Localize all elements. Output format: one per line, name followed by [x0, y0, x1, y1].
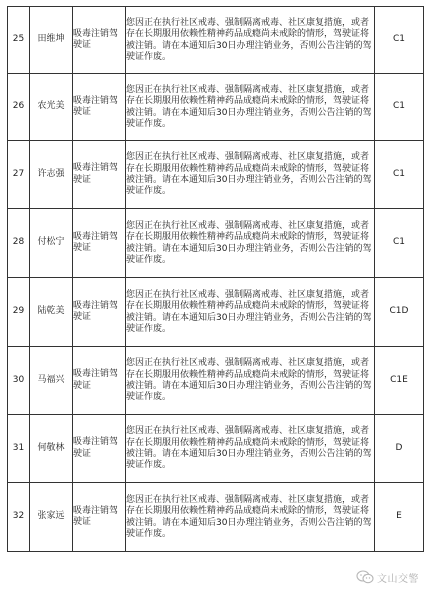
cancellation-cause: 吸毒注销驾驶证: [73, 231, 119, 253]
row-number: 32: [12, 511, 25, 522]
license-class: D: [395, 442, 403, 453]
person-name: 陆乾美: [37, 306, 65, 317]
table-row: [8, 483, 424, 552]
reason-text: 您因正在执行社区戒毒、强制隔离戒毒、社区康复措施，或者存在长期服用依赖性精神药品成瘾尚未戒除的情形，驾驶证将被注销。请在本通知后30日办理注销业务，否则公告注销的驾驶证作废。: [126, 494, 372, 539]
person-name-cell: [30, 209, 73, 278]
cancellation-cause-cell: [73, 347, 126, 415]
person-name-cell: [30, 7, 73, 74]
license-class-cell: [375, 415, 424, 483]
cancellation-cause: 吸毒注销驾驶证: [73, 505, 119, 527]
row-number: 25: [12, 34, 25, 45]
license-class: E: [396, 511, 402, 522]
cancellation-cause-cell: [73, 483, 126, 552]
watermark-text: 文山交警: [377, 573, 419, 585]
license-class: C1D: [389, 306, 409, 317]
license-class-cell: [375, 141, 424, 209]
row-number: 31: [12, 442, 25, 453]
row-number-cell: [8, 415, 30, 483]
person-name: 农光美: [37, 101, 65, 112]
table-row: [8, 415, 424, 483]
row-number: 30: [12, 374, 25, 385]
person-name: 马福兴: [37, 374, 65, 385]
account-watermark: [356, 568, 419, 586]
reason-text-cell: [126, 415, 375, 483]
reason-text-cell: [126, 483, 375, 552]
cancellation-cause-cell: [73, 141, 126, 209]
table-row: [8, 278, 424, 347]
cancellation-cause: 吸毒注销驾驶证: [73, 437, 119, 459]
cancellation-cause-cell: [73, 209, 126, 278]
reason-text-cell: [126, 141, 375, 209]
reason-text: 您因正在执行社区戒毒、强制隔离戒毒、社区康复措施，或者存在长期服用依赖性精神药品成瘾尚未戒除的情形，驾驶证将被注销。请在本通知后30日办理注销业务，否则公告注销的驾驶证作废。: [126, 152, 372, 197]
cancellation-cause-cell: [73, 415, 126, 483]
cancellation-cause: 吸毒注销驾驶证: [73, 28, 119, 50]
license-class-cell: [375, 209, 424, 278]
license-class-cell: [375, 347, 424, 415]
license-cancellation-table: [7, 6, 424, 552]
reason-text: 您因正在执行社区戒毒、强制隔离戒毒、社区康复措施，或者存在长期服用依赖性精神药品成瘾尚未戒除的情形，驾驶证将被注销。请在本通知后30日办理注销业务，否则公告注销的驾驶证作废。: [126, 17, 372, 62]
table-row: [8, 347, 424, 415]
reason-text-cell: [126, 209, 375, 278]
person-name-cell: [30, 141, 73, 209]
license-class: C1: [392, 34, 405, 45]
wechat-icon: [356, 570, 374, 584]
notice-sheet: [7, 6, 424, 552]
reason-text-cell: [126, 7, 375, 74]
row-number-cell: [8, 141, 30, 209]
license-class: C1: [392, 168, 405, 179]
reason-text-cell: [126, 278, 375, 347]
license-class: C1: [392, 237, 405, 248]
cancellation-cause-cell: [73, 7, 126, 74]
row-number: 27: [12, 168, 25, 179]
row-number-cell: [8, 347, 30, 415]
reason-text-cell: [126, 347, 375, 415]
license-class: C1: [392, 101, 405, 112]
cancellation-cause-cell: [73, 74, 126, 141]
person-name: 张家远: [37, 511, 65, 522]
cancellation-cause: 吸毒注销驾驶证: [73, 95, 119, 117]
license-class-cell: [375, 483, 424, 552]
table-row: [8, 7, 424, 74]
license-class-cell: [375, 7, 424, 74]
person-name-cell: [30, 483, 73, 552]
row-number: 28: [12, 237, 25, 248]
person-name: 许志强: [37, 168, 65, 179]
person-name-cell: [30, 415, 73, 483]
person-name-cell: [30, 278, 73, 347]
reason-text: 您因正在执行社区戒毒、强制隔离戒毒、社区康复措施，或者存在长期服用依赖性精神药品成瘾尚未戒除的情形，驾驶证将被注销。请在本通知后30日办理注销业务，否则公告注销的驾驶证作废。: [126, 289, 372, 334]
license-class-cell: [375, 278, 424, 347]
cancellation-cause: 吸毒注销驾驶证: [73, 300, 119, 322]
row-number-cell: [8, 209, 30, 278]
cancellation-cause-cell: [73, 278, 126, 347]
row-number-cell: [8, 7, 30, 74]
row-number-cell: [8, 278, 30, 347]
reason-text: 您因正在执行社区戒毒、强制隔离戒毒、社区康复措施，或者存在长期服用依赖性精神药品成瘾尚未戒除的情形，驾驶证将被注销。请在本通知后30日办理注销业务，否则公告注销的驾驶证作废。: [126, 84, 372, 129]
row-number: 29: [12, 306, 25, 317]
table-row: [8, 74, 424, 141]
cancellation-cause: 吸毒注销驾驶证: [73, 369, 119, 391]
person-name: 付松宁: [37, 237, 65, 248]
table-row: [8, 141, 424, 209]
row-number-cell: [8, 483, 30, 552]
row-number-cell: [8, 74, 30, 141]
table-row: [8, 209, 424, 278]
license-class-cell: [375, 74, 424, 141]
table-body: [8, 7, 424, 552]
person-name: 何敬林: [37, 442, 65, 453]
license-class: C1E: [390, 374, 408, 385]
reason-text: 您因正在执行社区戒毒、强制隔离戒毒、社区康复措施，或者存在长期服用依赖性精神药品成瘾尚未戒除的情形，驾驶证将被注销。请在本通知后30日办理注销业务，否则公告注销的驾驶证作废。: [126, 358, 372, 403]
person-name-cell: [30, 347, 73, 415]
row-number: 26: [12, 101, 25, 112]
reason-text-cell: [126, 74, 375, 141]
cancellation-cause: 吸毒注销驾驶证: [73, 163, 119, 185]
reason-text: 您因正在执行社区戒毒、强制隔离戒毒、社区康复措施，或者存在长期服用依赖性精神药品成瘾尚未戒除的情形，驾驶证将被注销。请在本通知后30日办理注销业务，否则公告注销的驾驶证作废。: [126, 220, 372, 265]
person-name: 田维坤: [37, 34, 65, 45]
reason-text: 您因正在执行社区戒毒、强制隔离戒毒、社区康复措施，或者存在长期服用依赖性精神药品成瘾尚未戒除的情形，驾驶证将被注销。请在本通知后30日办理注销业务，否则公告注销的驾驶证作废。: [126, 426, 372, 471]
person-name-cell: [30, 74, 73, 141]
